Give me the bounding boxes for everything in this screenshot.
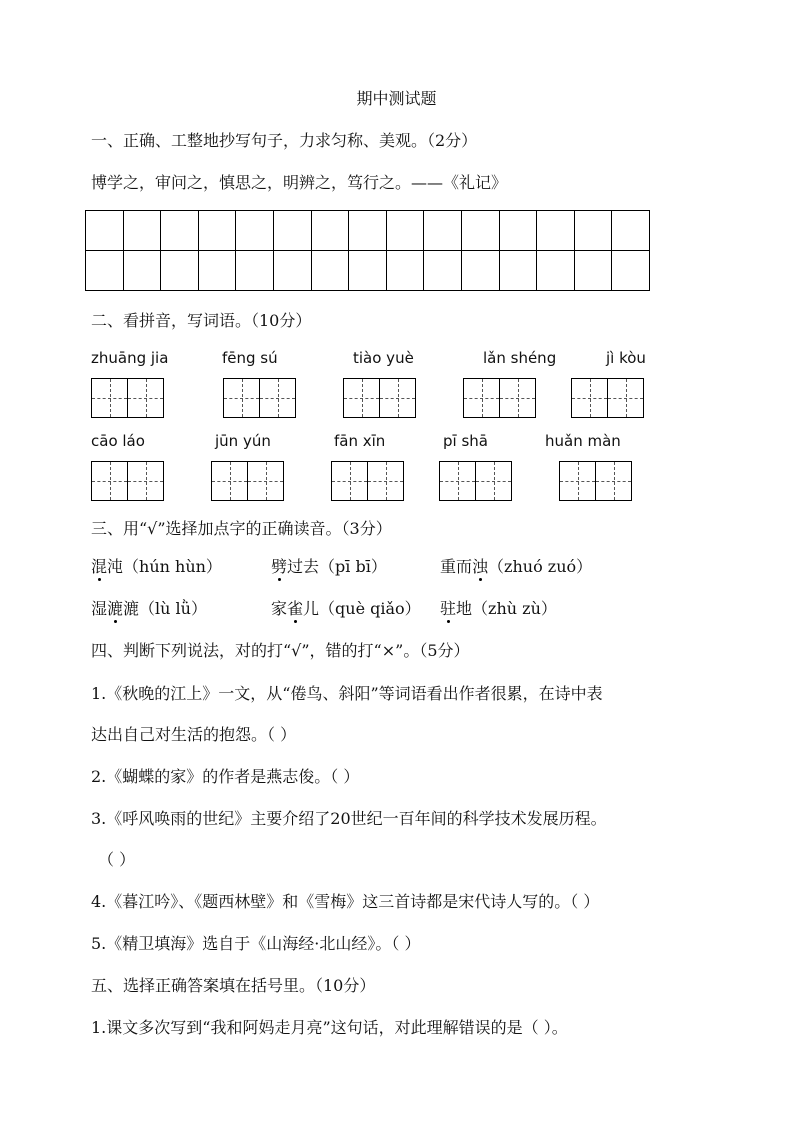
grid-cell[interactable] — [86, 251, 124, 291]
grid-cell[interactable] — [537, 211, 575, 251]
answer-box[interactable] — [439, 461, 512, 501]
grid-cell[interactable] — [349, 251, 387, 291]
answer-box[interactable] — [223, 378, 296, 418]
answer-box[interactable] — [331, 461, 404, 501]
question-4-5: 5.《精卫填海》选自于《山海经·北山经》。（ ） — [91, 934, 421, 953]
grid-cell[interactable] — [311, 211, 349, 251]
pinyin-2-2: jūn yún — [215, 432, 271, 450]
grid-cell[interactable] — [236, 251, 274, 291]
grid-cell[interactable] — [499, 251, 537, 291]
reading-item-5[interactable]: 家雀儿（què qiǎo） — [271, 596, 421, 619]
grid-cell[interactable] — [574, 211, 612, 251]
answer-box[interactable] — [211, 461, 284, 501]
pinyin-1-4: lǎn shéng — [483, 349, 557, 367]
page-title: 期中测试题 — [356, 89, 437, 108]
pinyin-2-4: pī shā — [443, 432, 488, 450]
grid-cell[interactable] — [123, 211, 161, 251]
answer-box[interactable] — [91, 461, 164, 501]
grid-cell[interactable] — [574, 251, 612, 291]
grid-cell[interactable] — [612, 251, 650, 291]
grid-cell[interactable] — [273, 251, 311, 291]
reading-item-6[interactable]: 驻地（zhù zù） — [440, 596, 557, 619]
question-4-2: 2.《蝴蝶的家》的作者是燕志俊。（ ） — [91, 767, 360, 786]
pinyin-2-1: cāo láo — [91, 432, 145, 450]
pinyin-2-3: fān xīn — [334, 432, 386, 450]
question-4-1a: 1.《秋晚的江上》一文，从“倦鸟、斜阳”等词语看出作者很累，在诗中表 — [91, 684, 603, 703]
pinyin-1-2: fēng sú — [222, 349, 278, 367]
copy-grid[interactable] — [85, 210, 650, 291]
answer-box[interactable] — [343, 378, 416, 418]
pinyin-1-3: tiào yuè — [353, 349, 414, 367]
pinyin-2-5: huǎn màn — [545, 432, 621, 450]
grid-cell[interactable] — [386, 211, 424, 251]
grid-cell[interactable] — [461, 211, 499, 251]
grid-cell[interactable] — [537, 251, 575, 291]
answer-box[interactable] — [91, 378, 164, 418]
grid-cell[interactable] — [198, 251, 236, 291]
grid-cell[interactable] — [86, 211, 124, 251]
reading-item-1[interactable]: 混沌（hún hùn） — [91, 554, 222, 577]
question-4-4: 4.《暮江吟》、《题西林壁》和《雪梅》这三首诗都是宋代诗人写的。（ ） — [91, 892, 600, 911]
answer-box[interactable] — [463, 378, 536, 418]
answer-box[interactable] — [571, 378, 644, 418]
grid-cell[interactable] — [123, 251, 161, 291]
grid-cell[interactable] — [273, 211, 311, 251]
question-5-1: 1.课文多次写到“我和阿妈走月亮”这句话，对此理解错误的是（ ）。 — [91, 1018, 568, 1037]
reading-item-4[interactable]: 湿漉漉（lù lǜ） — [91, 596, 207, 619]
grid-cell[interactable] — [161, 251, 199, 291]
grid-cell[interactable] — [612, 211, 650, 251]
section-5-heading: 五、选择正确答案填在括号里。（10分） — [91, 976, 376, 995]
grid-cell[interactable] — [311, 251, 349, 291]
section-1-heading: 一、正确、工整地抄写句子，力求匀称、美观。（2分） — [91, 131, 478, 150]
grid-cell[interactable] — [386, 251, 424, 291]
grid-cell[interactable] — [349, 211, 387, 251]
grid-cell[interactable] — [236, 211, 274, 251]
grid-cell[interactable] — [424, 211, 462, 251]
question-4-1b: 达出自己对生活的抱怨。（ ） — [91, 725, 297, 744]
section-4-heading: 四、判断下列说法，对的打“√”，错的打“×”。（5分） — [91, 641, 470, 660]
reading-item-3[interactable]: 重而浊（zhuó zuó） — [440, 554, 592, 577]
question-4-3b: （ ） — [98, 850, 136, 869]
grid-cell[interactable] — [161, 211, 199, 251]
section-3-heading: 三、用“√”选择加点字的正确读音。（3分） — [91, 519, 392, 538]
copy-sentence: 博学之，审问之，慎思之，明辨之，笃行之。——《礼记》 — [91, 173, 508, 192]
reading-item-2[interactable]: 劈过去（pī bī） — [271, 554, 387, 577]
question-4-3a: 3.《呼风唤雨的世纪》主要介绍了20世纪一百年间的科学技术发展历程。 — [91, 809, 607, 828]
grid-cell[interactable] — [198, 211, 236, 251]
grid-cell[interactable] — [424, 251, 462, 291]
pinyin-1-1: zhuāng jia — [91, 349, 169, 367]
section-2-heading: 二、看拼音，写词语。（10分） — [91, 311, 312, 330]
grid-cell[interactable] — [499, 211, 537, 251]
pinyin-1-5: jì kòu — [606, 349, 646, 367]
grid-cell[interactable] — [461, 251, 499, 291]
answer-box[interactable] — [559, 461, 632, 501]
